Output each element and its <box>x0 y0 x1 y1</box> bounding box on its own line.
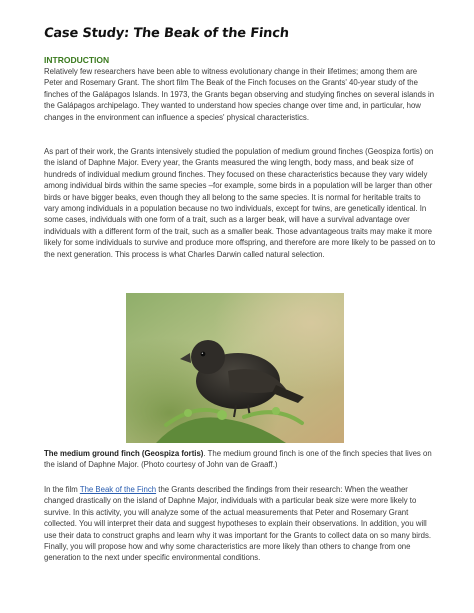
finch-photo <box>126 293 344 443</box>
finch-illustration <box>126 293 344 443</box>
paragraph-activity-start: In the film <box>44 485 80 494</box>
beak-of-the-finch-link[interactable]: The Beak of the Finch <box>79 485 157 494</box>
caption-species-name: The medium ground finch (Geospiza fortis) <box>44 449 204 458</box>
paragraph-intro: Relatively few researchers have been able to witness evolutionary change in their lifetimes; among them are Peter and Rosemary Grant. The short film The Beak of the Finch focuses on the Grants' 40-year study of the finches of the Galápagos Islands. In 1973, the Grants began observing and studying finches on several islands in the Galápagos archipelago. They wanted to understand how species change over time and, in particular, how changes in the environment can influence a species' physical characteristics. <box>44 67 435 122</box>
paragraph-activity-rest: the Grants described the findings from their research: When the weather changed drastically on the island of Daphne Major, individuals with a particular beak size were more likely to survive. In this activity, you will analyze some of the actual measurements that Peter and Rosemary Grant collected. You will interpret their data and suggest hypotheses to explain their observations. In addition, you will use their data to construct graphs and learn why it was important for the Grants to collect data on so many birds. Finally, you will propose how and why some characteristics are more likely than others to change from one generation to the next under specific environmental conditions. <box>44 485 432 563</box>
section-heading-introduction: INTRODUCTION <box>44 55 110 65</box>
paragraph-grants-study: As part of their work, the Grants intensively studied the population of medium ground finches (Geospiza fortis) on the island of Daphne Major. Every year, the Grants measured the wing length, body mass, and beak size of hundreds of individual medium ground finches. They focused on these characteristics because they vary widely among individual birds within the same species –for example, some birds in a population will be larger than other birds or have bigger beaks, even though they all belong to the same species. It is normal for heritable traits to vary among individuals in a population because no two individuals, except for twins, are genetically identical. In some cases, individuals with one form of a trait, such as a larger beak, will have a survival advantage over individuals with a different form of the trait, such as a smaller beak. Those advantageous traits may make it more likely for some individuals to survive and produce more offspring, and therefore are more likely to be passed on to the next generation. This process is what Charles Darwin called natural selection. <box>44 147 436 259</box>
document-title: Case Study: The Beak of the Finch <box>43 26 290 41</box>
caption-text: . The medium ground finch is one of the finch species that lives on the island of Daphne Major. (Photo courtesy of John van de Graaff.) <box>44 449 432 470</box>
photo-caption <box>44 448 436 471</box>
paragraph-activity <box>44 484 436 564</box>
